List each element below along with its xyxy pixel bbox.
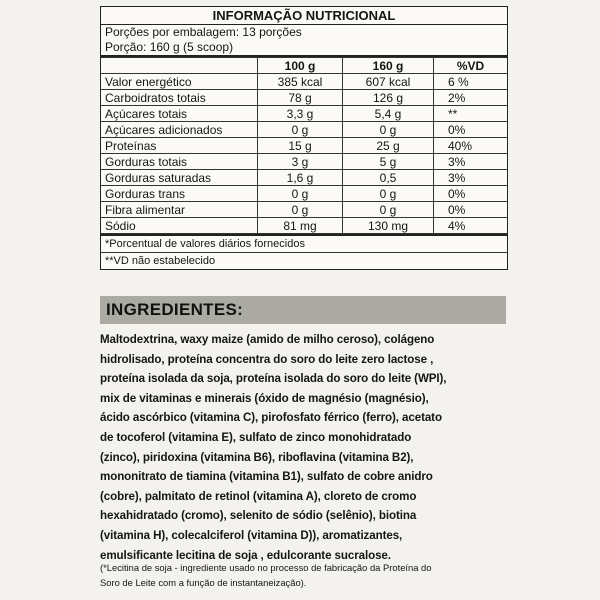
ingredients-line: ácido ascórbico (vitamina C), pirofosfato férrico (ferro), acetato: [100, 411, 442, 425]
nutrient-row: [101, 106, 507, 122]
nutrient-row: [101, 154, 507, 170]
ingredients-list: [100, 330, 506, 565]
nutrient-vd: 2%: [434, 90, 508, 106]
nutrient-per-100g: 1,6 g: [258, 170, 343, 186]
ingredients-line: hexahidratado (cromo), selenito de sódio (selênio), biotina: [100, 509, 417, 523]
ingredients-header: [100, 296, 506, 324]
nutrient-row: [101, 122, 507, 138]
nutrient-row: [101, 202, 507, 218]
nutrient-per-100g: 385 kcal: [258, 74, 343, 90]
nutrient-per-160g: 607 kcal: [343, 74, 434, 90]
nutrient-per-160g: 5,4 g: [343, 106, 434, 122]
note-line: (*Lecitina de soja - ingrediente usado no processo de fabricação da Proteína do: [100, 562, 432, 573]
nutrient-per-100g: 0 g: [258, 122, 343, 138]
nutrient-vd: 3%: [434, 154, 508, 170]
footnote-vd-not-established: **VD não estabelecido: [101, 252, 507, 269]
nutrient-per-100g: 3,3 g: [258, 106, 343, 122]
nutrition-title: INFORMAÇÃO NUTRICIONAL: [101, 7, 507, 25]
nutrient-name: Fibra alimentar: [101, 202, 258, 218]
nutrient-row: [101, 90, 507, 106]
nutrient-vd: **: [434, 106, 508, 122]
nutrition-facts-table: [100, 6, 508, 270]
nutrient-vd: 40%: [434, 138, 508, 154]
nutrient-per-160g: 126 g: [343, 90, 434, 106]
ingredients-line: hidrolisado, proteína concentra do soro do leite zero lactose ,: [100, 352, 434, 366]
soy-lecithin-note: [100, 560, 520, 590]
nutrient-name: Gorduras trans: [101, 186, 258, 202]
header-nutrient: [101, 58, 258, 74]
header-100g: 100 g: [258, 58, 343, 74]
nutrient-vd: 0%: [434, 122, 508, 138]
nutrient-per-160g: 0 g: [343, 122, 434, 138]
ingredients-line: Maltodextrina, waxy maize (amido de milho ceroso), colágeno: [100, 333, 435, 346]
nutrient-per-160g: 0 g: [343, 202, 434, 218]
nutrient-per-100g: 0 g: [258, 202, 343, 218]
ingredients-line: proteína isolada da soja, proteína isolada do soro do leite (WPI),: [100, 372, 447, 386]
nutrient-per-160g: 5 g: [343, 154, 434, 170]
nutrient-per-160g: 0,5: [343, 170, 434, 186]
nutrient-row: [101, 218, 507, 234]
nutrient-row: [101, 138, 507, 154]
nutrient-per-100g: 81 mg: [258, 218, 343, 234]
nutrient-name: Proteínas: [101, 138, 258, 154]
ingredients-line: (vitamina H), colecalciferol (vitamina D)), aromatizantes,: [100, 528, 403, 542]
nutrient-name: Valor energético: [101, 74, 258, 90]
ingredients-line: de tocoferol (vitamina E), sulfato de zinco monohidratado: [100, 430, 412, 444]
nutrient-name: Açúcares totais: [101, 106, 258, 122]
nutrient-vd: 3%: [434, 170, 508, 186]
nutrient-name: Gorduras saturadas: [101, 170, 258, 186]
ingredients-line: (cobre), palmitato de retinol (vitamina A), cloreto de cromo: [100, 489, 417, 503]
nutrient-per-100g: 0 g: [258, 186, 343, 202]
nutrient-grid: [101, 57, 507, 234]
header-160g: 160 g: [343, 58, 434, 74]
ingredients-line: mix de vitaminas e minerais (óxido de magnésio (magnésio),: [100, 391, 429, 405]
nutrient-per-100g: 3 g: [258, 154, 343, 170]
nutrient-name: Açúcares adicionados: [101, 122, 258, 138]
nutrient-per-160g: 130 mg: [343, 218, 434, 234]
nutrient-vd: 0%: [434, 186, 508, 202]
nutrient-vd: 4%: [434, 218, 508, 234]
nutrient-per-100g: 15 g: [258, 138, 343, 154]
nutrient-per-100g: 78 g: [258, 90, 343, 106]
ingredients-title: INGREDIENTES:: [106, 300, 244, 319]
nutrient-vd: 6 %: [434, 74, 508, 90]
servings-per-package: Porções por embalagem: 13 porções: [105, 25, 302, 39]
nutrient-header-row: [101, 58, 507, 74]
nutrient-per-160g: 0 g: [343, 186, 434, 202]
ingredients-line: emulsificante lecitina de soja , edulcorante sucralose.: [100, 548, 391, 562]
header-vd: %VD: [434, 58, 508, 74]
serving-size: Porção: 160 g (5 scoop): [101, 40, 507, 57]
nutrient-row: [101, 170, 507, 186]
nutrient-name: Carboidratos totais: [101, 90, 258, 106]
nutrient-name: Sódio: [101, 218, 258, 234]
nutrient-row: [101, 74, 507, 90]
footnote-daily-values: *Porcentual de valores diários fornecidos: [101, 234, 507, 252]
nutrient-name: Gorduras totais: [101, 154, 258, 170]
ingredients-line: (zinco), piridoxina (vitamina B6), riboflavina (vitamina B2),: [100, 450, 414, 464]
nutrient-vd: 0%: [434, 202, 508, 218]
ingredients-line: mononitrato de tiamina (vitamina B1), sulfato de cobre anidro: [100, 470, 433, 484]
nutrient-per-160g: 25 g: [343, 138, 434, 154]
nutrient-row: [101, 186, 507, 202]
note-line: Soro de Leite com a função de instantaneização).: [100, 577, 307, 588]
